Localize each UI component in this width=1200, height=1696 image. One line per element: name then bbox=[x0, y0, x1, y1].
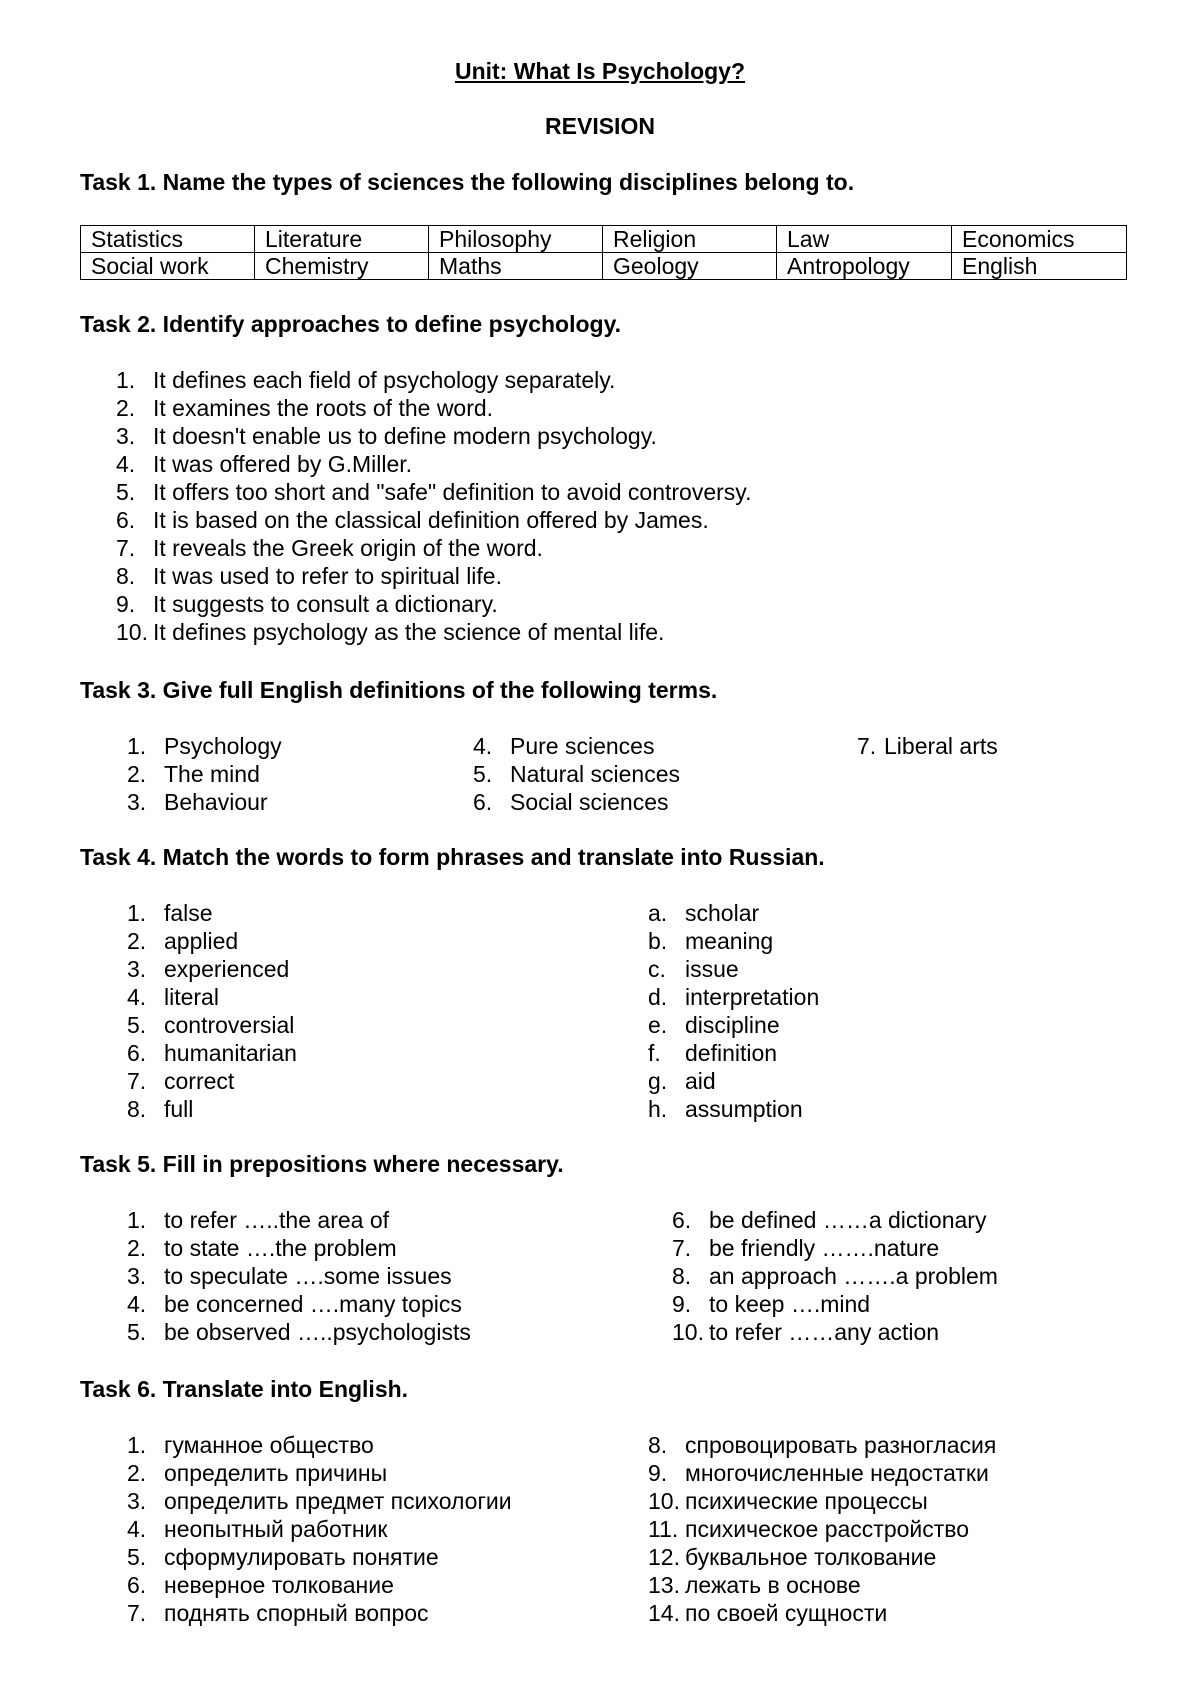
task6-right-list bbox=[648, 1431, 1168, 1627]
list-item-number: 7. bbox=[127, 1600, 147, 1626]
list-item-text: лежать в основе bbox=[685, 1572, 861, 1598]
list-item bbox=[648, 1067, 1048, 1095]
list-item-text: It suggests to consult a dictionary. bbox=[153, 591, 498, 617]
table-cell: Geology bbox=[603, 253, 777, 280]
list-item-number: 1. bbox=[127, 1207, 147, 1233]
task4-heading: Task 4. Match the words to form phrases and translate into Russian. bbox=[80, 844, 825, 870]
table-cell: Social work bbox=[81, 253, 255, 280]
list-item bbox=[473, 732, 793, 760]
list-item-text: discipline bbox=[685, 1012, 780, 1038]
task3-column-2 bbox=[473, 732, 793, 816]
list-item-text: applied bbox=[164, 928, 239, 954]
list-item-number: 6. bbox=[127, 1572, 147, 1598]
list-item bbox=[127, 1011, 527, 1039]
list-item-text: Pure sciences bbox=[510, 733, 655, 759]
list-item-text: It was used to refer to spiritual life. bbox=[153, 563, 502, 589]
list-item-number: 5. bbox=[127, 1012, 147, 1038]
list-item bbox=[127, 1599, 627, 1627]
list-item bbox=[127, 788, 427, 816]
task2-heading: Task 2. Identify approaches to define psychology. bbox=[80, 311, 622, 337]
list-item-text: спровоцировать разногласия bbox=[685, 1432, 997, 1458]
list-item-text: неопытный работник bbox=[164, 1516, 388, 1542]
list-item-number: 10. bbox=[648, 1488, 680, 1514]
list-item-text: issue bbox=[685, 956, 739, 982]
list-item-number: 4. bbox=[473, 733, 493, 759]
list-item-text: поднять спорный вопрос bbox=[164, 1600, 429, 1626]
list-item-text: It reveals the Greek origin of the word. bbox=[153, 535, 543, 561]
list-item-number: 2. bbox=[116, 395, 136, 421]
table-cell: Law bbox=[777, 226, 952, 253]
list-item bbox=[672, 1262, 1172, 1290]
list-item-number: 8. bbox=[648, 1432, 668, 1458]
list-item-number: 3. bbox=[127, 789, 147, 815]
list-item bbox=[127, 1318, 627, 1346]
list-item-number: 3. bbox=[127, 1263, 147, 1289]
list-item-number: 9. bbox=[648, 1460, 668, 1486]
task2-list bbox=[116, 366, 1016, 646]
table-cell: Philosophy bbox=[429, 226, 603, 253]
list-item bbox=[127, 1431, 627, 1459]
table-cell: Religion bbox=[603, 226, 777, 253]
list-item-text: Natural sciences bbox=[510, 761, 681, 787]
list-item-number: 6. bbox=[127, 1040, 147, 1066]
list-item bbox=[648, 1543, 1168, 1571]
list-item-number: 5. bbox=[473, 761, 493, 787]
list-item bbox=[473, 760, 793, 788]
list-item-number: 4. bbox=[116, 451, 136, 477]
list-item-number: 4. bbox=[127, 984, 147, 1010]
list-item-text: по своей сущности bbox=[685, 1600, 888, 1626]
list-item-number: 2. bbox=[127, 928, 147, 954]
list-item bbox=[127, 1206, 627, 1234]
list-item-number: 5. bbox=[116, 479, 136, 505]
list-item bbox=[648, 1487, 1168, 1515]
list-item-number: 10. bbox=[116, 619, 148, 645]
task5-right-list bbox=[672, 1206, 1172, 1346]
task3-column-3 bbox=[857, 732, 1157, 760]
list-item-text: многочисленные недостатки bbox=[685, 1460, 989, 1486]
list-item-number: 4. bbox=[127, 1291, 147, 1317]
list-item-number: 8. bbox=[672, 1263, 692, 1289]
list-item bbox=[648, 1011, 1048, 1039]
list-item bbox=[648, 899, 1048, 927]
list-item-text: It examines the roots of the word. bbox=[153, 395, 494, 421]
list-item-number: 11. bbox=[648, 1516, 679, 1542]
list-item-text: Behaviour bbox=[164, 789, 268, 815]
list-item-text: experienced bbox=[164, 956, 290, 982]
list-item bbox=[127, 1039, 527, 1067]
list-item-text: to keep ….mind bbox=[709, 1291, 871, 1317]
list-item-text: психические процессы bbox=[685, 1488, 928, 1514]
list-item bbox=[127, 927, 527, 955]
table-row bbox=[81, 226, 1127, 253]
table-cell: Antropology bbox=[777, 253, 952, 280]
list-item-number: 7. bbox=[857, 733, 877, 759]
list-item-number: 5. bbox=[127, 1319, 147, 1345]
list-item bbox=[648, 1459, 1168, 1487]
list-item-text: literal bbox=[164, 984, 219, 1010]
list-item bbox=[116, 478, 1016, 506]
list-item-number: e. bbox=[648, 1012, 668, 1038]
list-item bbox=[473, 788, 793, 816]
table-cell: Chemistry bbox=[255, 253, 429, 280]
list-item-text: сформулировать понятие bbox=[164, 1544, 439, 1570]
list-item-number: 14. bbox=[648, 1600, 680, 1626]
list-item bbox=[648, 1515, 1168, 1543]
task5-heading: Task 5. Fill in prepositions where necessary. bbox=[80, 1151, 564, 1177]
list-item-text: The mind bbox=[164, 761, 260, 787]
list-item-text: correct bbox=[164, 1068, 235, 1094]
list-item bbox=[127, 1459, 627, 1487]
list-item-number: 9. bbox=[672, 1291, 692, 1317]
task4-right-list bbox=[648, 899, 1048, 1123]
list-item-text: It offers too short and "safe" definition to avoid controversy. bbox=[153, 479, 752, 505]
list-item bbox=[648, 955, 1048, 983]
list-item-text: scholar bbox=[685, 900, 760, 926]
list-item-number: 1. bbox=[127, 1432, 147, 1458]
list-item bbox=[648, 1599, 1168, 1627]
list-item-number: g. bbox=[648, 1068, 668, 1094]
list-item bbox=[116, 366, 1016, 394]
list-item-text: humanitarian bbox=[164, 1040, 297, 1066]
table-cell: Statistics bbox=[81, 226, 255, 253]
task4-left-list bbox=[127, 899, 527, 1123]
task1-heading: Task 1. Name the types of sciences the following disciplines belong to. bbox=[80, 169, 855, 195]
list-item-text: aid bbox=[685, 1068, 716, 1094]
list-item-number: 3. bbox=[116, 423, 136, 449]
task3-heading: Task 3. Give full English definitions of the following terms. bbox=[80, 677, 718, 703]
list-item-number: 4. bbox=[127, 1516, 147, 1542]
list-item-number: 6. bbox=[473, 789, 493, 815]
list-item-text: Liberal arts bbox=[884, 733, 998, 759]
list-item-number: 7. bbox=[672, 1235, 692, 1261]
list-item-text: be defined ……a dictionary bbox=[709, 1207, 987, 1233]
task6-left-list bbox=[127, 1431, 627, 1627]
list-item bbox=[127, 1095, 527, 1123]
list-item bbox=[857, 732, 1157, 760]
list-item bbox=[127, 1487, 627, 1515]
list-item-number: 3. bbox=[127, 1488, 147, 1514]
list-item-number: 1. bbox=[127, 900, 147, 926]
list-item-text: an approach …….a problem bbox=[709, 1263, 998, 1289]
list-item-text: определить причины bbox=[164, 1460, 388, 1486]
list-item-number: 8. bbox=[127, 1096, 147, 1122]
list-item bbox=[127, 732, 427, 760]
list-item-text: false bbox=[164, 900, 213, 926]
list-item-text: to refer …..the area of bbox=[164, 1207, 390, 1233]
list-item bbox=[648, 1039, 1048, 1067]
table-row bbox=[81, 253, 1127, 280]
list-item bbox=[127, 1290, 627, 1318]
task6-heading: Task 6. Translate into English. bbox=[80, 1376, 409, 1402]
table-cell: Economics bbox=[952, 226, 1127, 253]
list-item-text: психическое расстройство bbox=[685, 1516, 970, 1542]
list-item bbox=[672, 1318, 1172, 1346]
list-item-text: interpretation bbox=[685, 984, 820, 1010]
disciplines-table bbox=[80, 225, 1127, 280]
list-item bbox=[648, 1095, 1048, 1123]
list-item bbox=[127, 1543, 627, 1571]
list-item-text: to state ….the problem bbox=[164, 1235, 397, 1261]
list-item-text: It defines psychology as the science of mental life. bbox=[153, 619, 665, 645]
list-item-number: 3. bbox=[127, 956, 147, 982]
list-item-number: 12. bbox=[648, 1544, 680, 1570]
list-item-number: a. bbox=[648, 900, 668, 926]
list-item-number: b. bbox=[648, 928, 668, 954]
list-item-text: be observed …..psychologists bbox=[164, 1319, 471, 1345]
list-item bbox=[116, 590, 1016, 618]
list-item-number: 7. bbox=[116, 535, 136, 561]
list-item-number: 9. bbox=[116, 591, 136, 617]
list-item-text: буквальное толкование bbox=[685, 1544, 937, 1570]
list-item bbox=[648, 927, 1048, 955]
revision-heading: REVISION bbox=[545, 113, 655, 139]
list-item bbox=[127, 1571, 627, 1599]
list-item-text: controversial bbox=[164, 1012, 295, 1038]
task3-column-1 bbox=[127, 732, 427, 816]
list-item bbox=[648, 1571, 1168, 1599]
list-item-text: Psychology bbox=[164, 733, 282, 759]
list-item bbox=[127, 1262, 627, 1290]
task5-left-list bbox=[127, 1206, 627, 1346]
table-cell: Maths bbox=[429, 253, 603, 280]
list-item bbox=[116, 562, 1016, 590]
list-item bbox=[116, 506, 1016, 534]
list-item-text: to refer ……any action bbox=[709, 1319, 940, 1345]
list-item bbox=[672, 1290, 1172, 1318]
list-item-text: assumption bbox=[685, 1096, 803, 1122]
list-item-text: It doesn't enable us to define modern psychology. bbox=[153, 423, 657, 449]
list-item bbox=[127, 1067, 527, 1095]
list-item-text: to speculate ….some issues bbox=[164, 1263, 452, 1289]
list-item bbox=[672, 1234, 1172, 1262]
list-item bbox=[127, 983, 527, 1011]
list-item-text: It is based on the classical definition offered by James. bbox=[153, 507, 709, 533]
list-item-number: h. bbox=[648, 1096, 668, 1122]
list-item-number: 10. bbox=[672, 1319, 704, 1345]
list-item-text: be friendly …….nature bbox=[709, 1235, 940, 1261]
list-item-number: 6. bbox=[116, 507, 136, 533]
list-item bbox=[127, 899, 527, 927]
list-item-number: 6. bbox=[672, 1207, 692, 1233]
list-item-text: Social sciences bbox=[510, 789, 669, 815]
list-item-number: 1. bbox=[116, 367, 136, 393]
list-item bbox=[127, 760, 427, 788]
list-item-text: It was offered by G.Miller. bbox=[153, 451, 413, 477]
list-item-text: гуманное общество bbox=[164, 1432, 374, 1458]
table-cell: English bbox=[952, 253, 1127, 280]
list-item bbox=[127, 955, 527, 983]
table-cell: Literature bbox=[255, 226, 429, 253]
list-item-text: full bbox=[164, 1096, 194, 1122]
list-item-text: be concerned ….many topics bbox=[164, 1291, 462, 1317]
list-item bbox=[127, 1234, 627, 1262]
list-item-text: определить предмет психологии bbox=[164, 1488, 512, 1514]
list-item-text: meaning bbox=[685, 928, 774, 954]
list-item bbox=[648, 983, 1048, 1011]
list-item-number: 5. bbox=[127, 1544, 147, 1570]
list-item-number: 7. bbox=[127, 1068, 147, 1094]
list-item-number: 2. bbox=[127, 1460, 147, 1486]
list-item bbox=[672, 1206, 1172, 1234]
list-item bbox=[116, 450, 1016, 478]
list-item bbox=[116, 534, 1016, 562]
list-item bbox=[116, 422, 1016, 450]
list-item-number: d. bbox=[648, 984, 668, 1010]
list-item bbox=[127, 1515, 627, 1543]
unit-title: Unit: What Is Psychology? bbox=[454, 58, 746, 84]
list-item-number: 2. bbox=[127, 761, 147, 787]
list-item-number: 8. bbox=[116, 563, 136, 589]
list-item-number: 13. bbox=[648, 1572, 680, 1598]
list-item-text: неверное толкование bbox=[164, 1572, 394, 1598]
list-item-number: 1. bbox=[127, 733, 147, 759]
list-item-text: definition bbox=[685, 1040, 778, 1066]
list-item-number: f. bbox=[648, 1040, 661, 1066]
list-item-number: c. bbox=[648, 956, 666, 982]
list-item bbox=[116, 394, 1016, 422]
list-item-text: It defines each field of psychology separately. bbox=[153, 367, 616, 393]
list-item-number: 2. bbox=[127, 1235, 147, 1261]
list-item bbox=[648, 1431, 1168, 1459]
list-item bbox=[116, 618, 1016, 646]
